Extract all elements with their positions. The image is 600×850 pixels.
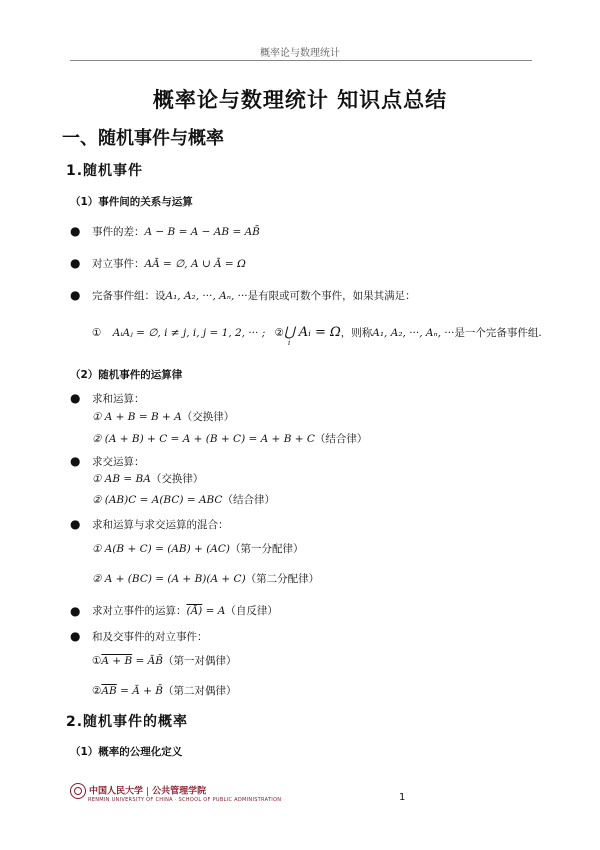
bullet-icon: ● — [70, 517, 81, 531]
formula: AĀ = ∅, A ∪ Ā = Ω — [144, 258, 246, 270]
bullet-icon: ● — [70, 604, 81, 618]
part-heading: （1）事件间的关系与运算 — [70, 196, 193, 208]
formula: AᵢAⱼ = ∅, i ≠ j, i, j = 1, 2, ··· ; — [112, 327, 266, 339]
university-name: 中国人民大学 — [89, 786, 144, 797]
subsection-heading: 1.随机事件 — [66, 163, 144, 179]
list-item: 求交运算： — [92, 456, 145, 468]
bullet-icon: ● — [70, 256, 81, 270]
formula — [284, 325, 341, 347]
formula: A₁, A₂, ···, Aₙ, ··· — [165, 290, 248, 302]
formula: = A — [202, 605, 226, 617]
item-text: 是有限或可数个事件，如果其满足： — [247, 290, 416, 302]
seal-icon — [70, 783, 86, 799]
school-name: 公共管理学院 — [152, 786, 207, 797]
item-text: 是一个完备事件组. — [454, 327, 542, 339]
law-name: （交换律） — [150, 473, 204, 485]
bullet-icon: ● — [70, 454, 81, 468]
formula: = ĀB̄ — [132, 655, 163, 667]
law-name: （第一对偶律） — [162, 655, 237, 667]
formula-line — [92, 571, 319, 586]
condition-line — [92, 325, 542, 347]
cond-marker: ① — [92, 655, 102, 667]
page-number: 1 — [399, 792, 406, 803]
law-name: （第二对偶律） — [162, 685, 237, 697]
formula: ① AB = BA — [92, 473, 151, 485]
union-formula: ⋃ Aᵢ = Ω — [284, 325, 341, 340]
list-item: 求和运算： — [92, 393, 145, 405]
law-name: （结合律） — [314, 433, 368, 445]
formula: ① A(B + C) = (AB) + (AC) — [92, 543, 230, 555]
formula-line — [92, 492, 275, 507]
running-header: 概率论与数理统计 — [260, 48, 340, 59]
formula: ② (A + B) + C = A + (B + C) = A + B + C — [92, 433, 315, 445]
subsection-heading: 2.随机事件的概率 — [66, 714, 189, 730]
item-label: 完备事件组：设 — [92, 290, 166, 302]
bullet-icon: ● — [70, 288, 81, 302]
formula: A + B — [101, 655, 133, 667]
list-item — [92, 256, 246, 271]
law-name: （第一分配律） — [230, 543, 304, 555]
formula: = Ā + B̄ — [116, 685, 163, 697]
cond-marker: ① — [92, 327, 102, 339]
formula: ① A + B = B + A — [92, 411, 182, 423]
formula-line — [92, 409, 234, 424]
item-text: ，则称 — [340, 327, 373, 339]
list-item — [92, 224, 260, 239]
item-label: 求对立事件的运算： — [92, 605, 187, 617]
list-item: 求和运算与求交运算的混合： — [92, 519, 229, 531]
header-divider — [70, 60, 532, 61]
formula: A − B = A − AB = AB̄ — [144, 226, 260, 238]
section-heading: 一、随机事件与概率 — [62, 128, 224, 149]
cond-marker: ② — [274, 327, 285, 339]
university-logo: 中国人民大学 | 公共管理学院 — [70, 783, 206, 799]
list-item — [92, 288, 416, 303]
bullet-icon: ● — [70, 391, 81, 405]
list-item — [92, 603, 278, 618]
item-label: 对立事件： — [92, 258, 145, 270]
formula-line — [92, 431, 367, 446]
formula: ② A + (BC) = (A + B)(A + C) — [92, 573, 246, 585]
formula-line — [92, 653, 236, 668]
document-title: 概率论与数理统计 知识点总结 — [152, 88, 448, 112]
part-heading: （2）随机事件的运算律 — [70, 369, 183, 381]
formula: A₁, A₂, ···, Aₙ, ··· — [372, 327, 455, 339]
law-name: （交换律） — [181, 411, 235, 423]
item-label: 事件的差： — [92, 226, 145, 238]
law-name: （自反律） — [225, 605, 278, 617]
formula-line — [92, 471, 203, 486]
cond-marker: ② — [92, 685, 102, 697]
formula: ② (AB)C = A(BC) = ABC — [92, 494, 223, 506]
list-item: 和及交事件的对立事件： — [92, 631, 208, 643]
union-index: i — [288, 339, 291, 347]
law-name: （结合律） — [222, 494, 275, 506]
formula: $\overline{AB}$ — [101, 685, 117, 697]
university-english-name: RENMIN UNIVERSITY OF CHINA · SCHOOL OF PUBLIC ADMINISTRATION — [88, 797, 282, 803]
bullet-icon: ● — [70, 224, 81, 238]
part-heading: （1）概率的公理化定义 — [70, 746, 183, 758]
bullet-icon: ● — [70, 629, 81, 643]
formula-line — [92, 683, 236, 698]
formula: (Ā) — [186, 605, 203, 617]
formula-line — [92, 541, 304, 556]
law-name: （第二分配律） — [245, 573, 320, 585]
